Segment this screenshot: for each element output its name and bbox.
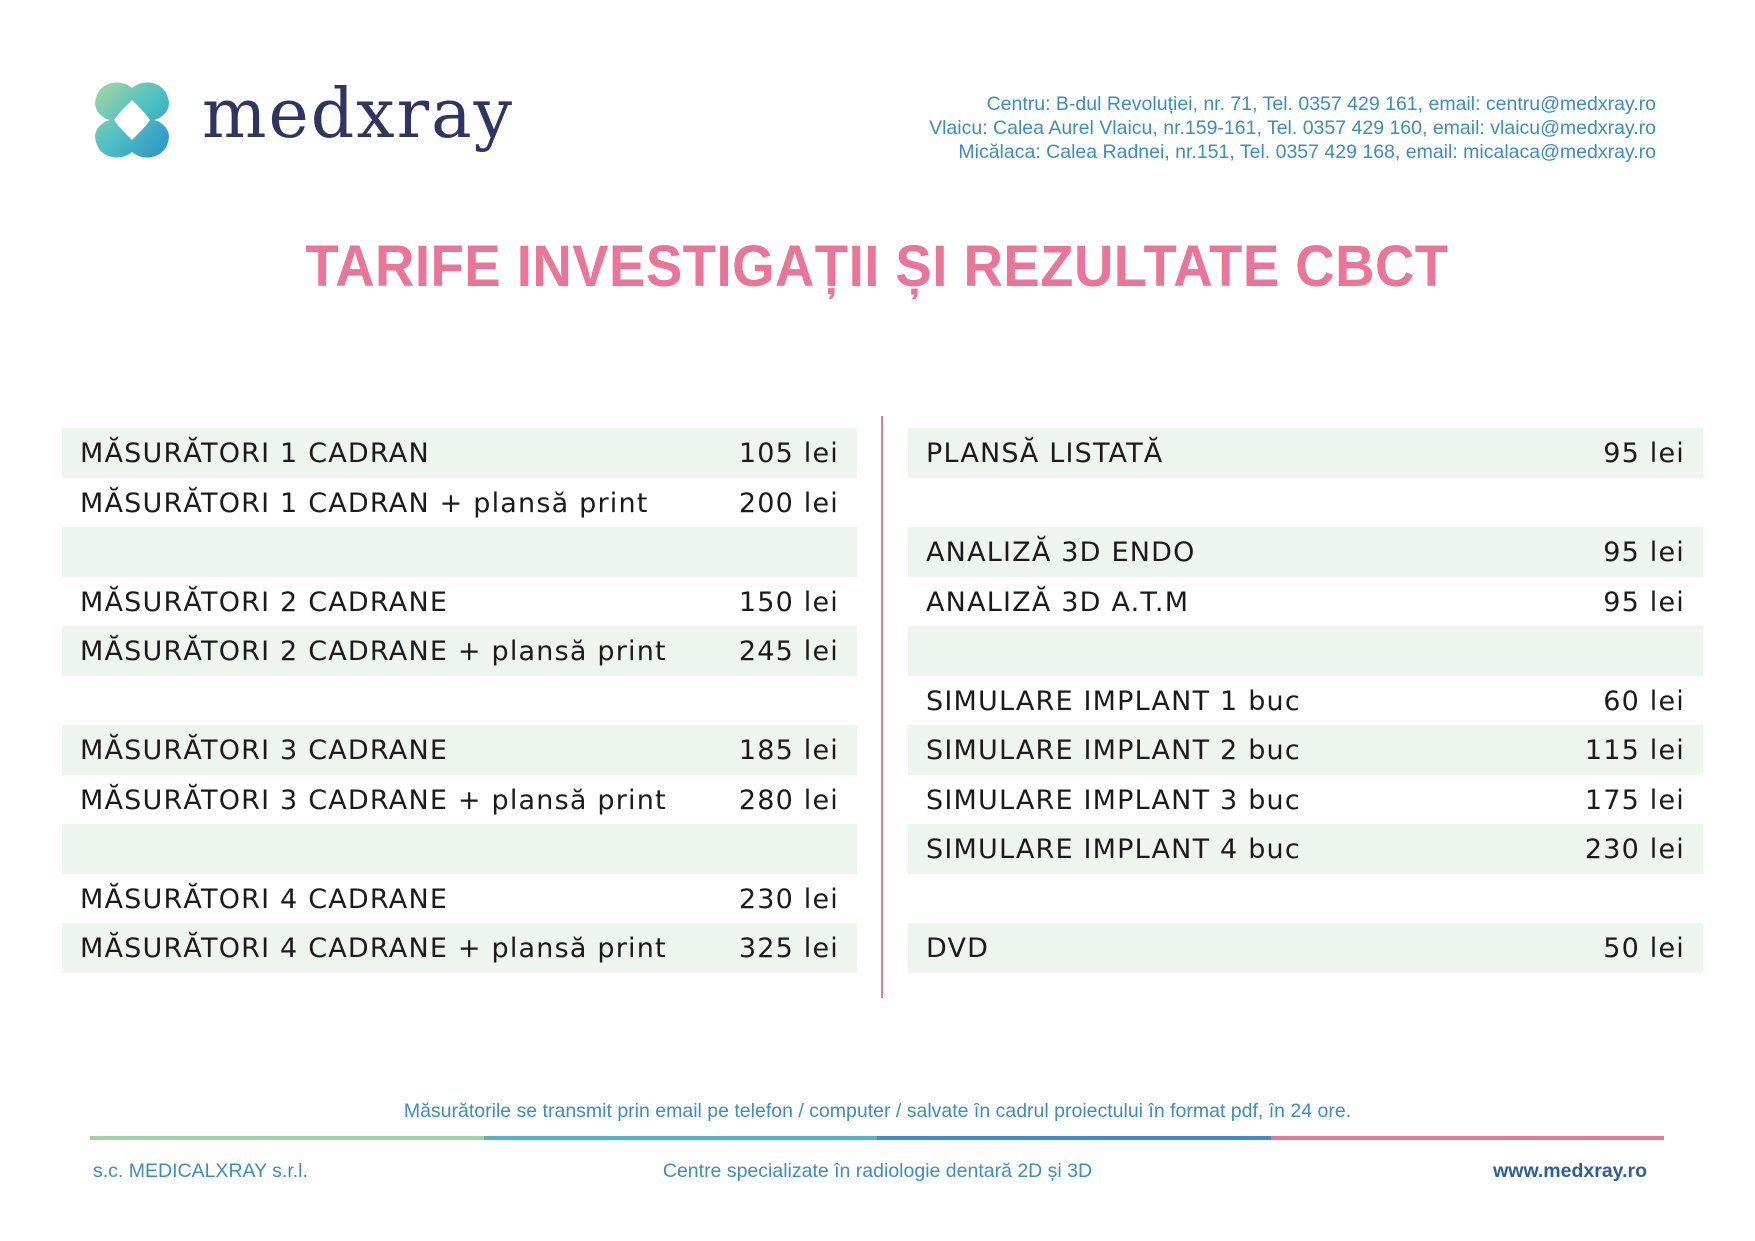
page-title: TARIFE INVESTIGAȚII ȘI REZULTATE CBCT [305,234,1450,299]
medxray-logo-icon [92,80,172,160]
price-value: 105 lei [738,438,839,470]
contact-line-micalaca: Micălaca: Calea Radnei, nr.151, Tel. 0357 429 168, email: micalaca@medxray.ro [958,141,1656,163]
price-list-right [908,428,1703,973]
price-value: 50 lei [1603,933,1685,965]
price-value: 115 lei [1584,735,1685,767]
footer-bar-segment [484,1136,878,1140]
price-value: 95 lei [1603,586,1685,618]
price-row-empty [62,527,857,577]
price-label: MĂSURĂTORI 4 CADRANE [80,883,449,915]
price-label: SIMULARE IMPLANT 1 buc [926,685,1301,717]
brand-logo [92,75,515,160]
price-label: ANALIZĂ 3D ENDO [926,537,1196,569]
price-value: 325 lei [738,933,839,965]
price-row-empty [908,478,1703,528]
column-divider [881,416,883,998]
price-row [908,527,1703,577]
price-label: MĂSURĂTORI 3 CADRANE [80,735,449,767]
price-label: DVD [926,933,990,965]
footer-tagline: Centre specializate în radiologie dentară 2D și 3D [662,1160,1093,1182]
price-label: MĂSURĂTORI 4 CADRANE + plansă print [80,933,667,965]
price-value: 280 lei [738,784,839,816]
price-label: MĂSURĂTORI 2 CADRANE + plansă print [80,636,667,668]
price-value: 175 lei [1584,784,1685,816]
price-row [908,428,1703,478]
price-value: 60 lei [1603,685,1685,717]
price-label: SIMULARE IMPLANT 3 buc [926,784,1301,816]
price-row [62,428,857,478]
contact-line-vlaicu: Vlaicu: Calea Aurel Vlaicu, nr.159-161, Tel. 0357 429 160, email: vlaicu@medxray.ro [929,117,1656,139]
price-row [62,874,857,924]
contact-block [929,92,1656,164]
footer-bar-segment [90,1136,484,1140]
price-row [908,676,1703,726]
contact-line-centru: Centru: B-dul Revoluției, nr. 71, Tel. 0357 429 161, email: centru@medxray.ro [986,93,1656,115]
brand-name: medxray [202,75,515,154]
price-label: SIMULARE IMPLANT 2 buc [926,735,1301,767]
price-value: 95 lei [1603,438,1685,470]
price-value: 245 lei [738,636,839,668]
price-label: MĂSURĂTORI 3 CADRANE + plansă print [80,784,667,816]
price-row-empty [908,626,1703,676]
footer-bar-segment [877,1136,1271,1140]
price-row [62,577,857,627]
price-row [908,775,1703,825]
price-value: 230 lei [1584,834,1685,866]
price-row [62,725,857,775]
footer-color-bar [90,1136,1664,1140]
price-label: SIMULARE IMPLANT 4 buc [926,834,1301,866]
price-row [62,478,857,528]
footer-website-link[interactable]: www.medxray.ro [1493,1160,1647,1182]
price-row-empty [62,676,857,726]
price-row [62,626,857,676]
price-list-left [62,428,857,973]
price-value: 150 lei [738,586,839,618]
footer-bar-segment [1271,1136,1665,1140]
price-label: MĂSURĂTORI 1 CADRAN [80,438,430,470]
price-row-empty [62,824,857,874]
price-label: MĂSURĂTORI 2 CADRANE [80,586,449,618]
price-row [908,577,1703,627]
price-value: 95 lei [1603,537,1685,569]
delivery-note: Măsurătorile se transmit prin email pe telefon / computer / salvate în cadrul proiectului în format pdf, în 24 ore. [403,1100,1352,1122]
price-row [908,923,1703,973]
footer-company: s.c. MEDICALXRAY s.r.l. [93,1160,308,1182]
price-row [62,775,857,825]
price-label: PLANSĂ LISTATĂ [926,438,1164,470]
price-row-empty [908,874,1703,924]
price-label: ANALIZĂ 3D A.T.M [926,586,1190,618]
price-row [908,725,1703,775]
price-row [908,824,1703,874]
price-label: MĂSURĂTORI 1 CADRAN + plansă print [80,487,649,519]
price-value: 200 lei [738,487,839,519]
price-value: 230 lei [738,883,839,915]
price-value: 185 lei [738,735,839,767]
price-row [62,923,857,973]
